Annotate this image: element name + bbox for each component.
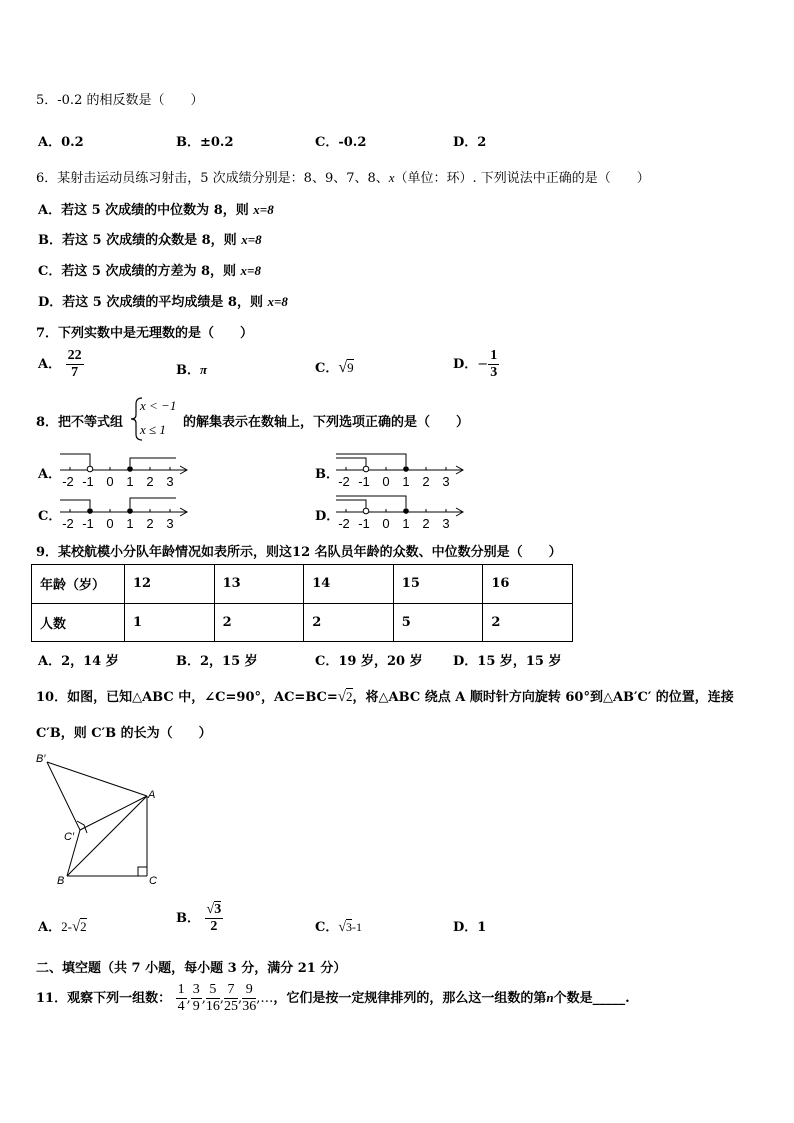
q10-option-a-radicand: 2 (80, 919, 87, 934)
q7-option-a-fraction (66, 348, 84, 381)
q7-option-a-label: A． (38, 357, 62, 372)
table-cell: 14 (304, 565, 394, 604)
tick-label: 3 (442, 474, 450, 489)
tick-label: 2 (146, 474, 154, 489)
q10-option-c-suffix: -1 (352, 920, 363, 934)
q10-option-a (38, 916, 87, 936)
q11-ellipsis: … (260, 991, 274, 1006)
q7-option-b (176, 359, 207, 378)
q5-option-a: A．0.2 (38, 135, 84, 150)
q7-stem: 7．下列实数中是无理数的是（ ） (36, 326, 254, 341)
q6-stem-part1: 6．某射击运动员练习射击，5 次成绩分别是：8、9、7、8、 (36, 171, 389, 186)
number-line-d (334, 492, 466, 532)
q8-inequality-1: x < −1 (140, 398, 177, 413)
q11-stem-part2: ，它们是按一定规律排列的，那么这一组数的第 (273, 991, 547, 1006)
q7-option-d-sign: − (477, 357, 489, 372)
numerator: 1 (177, 982, 185, 997)
tick-label: 2 (422, 516, 430, 531)
q10-radicand: 2 (346, 689, 353, 704)
q11-stem-part1: 11．观察下列一组数： (36, 991, 172, 1006)
q6-option-d-text: D．若这 5 次成绩的平均成绩是 8，则 (38, 295, 268, 310)
q6-option-c-eq: x=8 (240, 263, 261, 278)
table-cell: 2 (214, 603, 304, 642)
q5-stem: 5．-0.2 的相反数是（ ） (36, 93, 204, 108)
tick-label: 0 (382, 516, 390, 531)
age-table (31, 564, 573, 642)
q7-option-d-label: D． (453, 357, 478, 372)
tick-label: -1 (358, 516, 370, 531)
q9-option-a: A．2，14 岁 (38, 654, 119, 669)
tick-label: 3 (166, 516, 174, 531)
q6-option-c-text: C．若这 5 次成绩的方差为 8，则 (38, 264, 241, 279)
sqrt-icon: √ (338, 920, 347, 935)
q7-option-a (38, 348, 84, 381)
denominator: 4 (177, 999, 185, 1014)
q6-option-d-eq: x=8 (267, 294, 288, 309)
q11-fraction (191, 982, 202, 1015)
q6-option-c (38, 260, 261, 279)
table-cell: 2 (483, 603, 573, 642)
table-cell: 2 (304, 603, 394, 642)
number-line-c (58, 492, 190, 532)
q9-stem: 9．某校航模小分队年龄情况如表所示，则这12 名队员年龄的众数、中位数分别是（ ） (36, 545, 562, 560)
q11-stem-part3: 个数是 (553, 991, 593, 1006)
q6-option-b (38, 229, 262, 248)
q10-option-c-radicand: 3 (346, 920, 353, 934)
tick-label: 1 (126, 516, 134, 531)
numerator: 3 (192, 982, 200, 997)
q11-variable: n (546, 990, 554, 1005)
q5-option-b: B．±0.2 (176, 135, 234, 150)
denominator: 2 (210, 919, 218, 934)
sqrt-icon: √ (338, 359, 348, 376)
sqrt-icon: √ (337, 689, 347, 705)
q10-stem-part1: 10．如图，已知△ABC 中，∠C=90°，AC=BC= (36, 690, 338, 705)
q7-option-d (453, 348, 499, 381)
table-row (32, 603, 573, 642)
tick-label: 2 (146, 516, 154, 531)
tick-label: 3 (166, 474, 174, 489)
numerator: 5 (206, 982, 220, 999)
q7-option-d-fraction (488, 348, 499, 381)
table-cell: 人数 (32, 603, 125, 642)
denominator: 36 (242, 999, 257, 1014)
q9-option-d: D．15 岁，15 岁 (453, 654, 562, 669)
tick-label: 1 (402, 516, 410, 531)
numerator (205, 902, 224, 919)
q11-fraction (176, 982, 187, 1015)
q6-stem (36, 167, 650, 186)
q5-option-d: D．2 (453, 135, 487, 150)
q10-option-d: D．1 (453, 920, 487, 935)
table-cell: 13 (214, 565, 304, 604)
point-label: B′ (36, 753, 46, 765)
sqrt-icon: √ (71, 919, 81, 935)
q10-option-a-label: A． (38, 920, 62, 935)
q10-stem-line2: C′B，则 C′B 的长为（ ） (36, 726, 212, 741)
q6-option-a (38, 199, 274, 218)
table-cell: 12 (125, 565, 215, 604)
q10-option-c (315, 916, 362, 936)
tick-label: -1 (82, 516, 94, 531)
denominator: 3 (490, 365, 498, 380)
tick-label: 3 (442, 516, 450, 531)
tick-label: -1 (358, 474, 370, 489)
q10-option-b-fraction (205, 902, 224, 935)
q6-option-a-eq: x=8 (253, 202, 274, 217)
q8-option-b-label: B． (315, 467, 339, 482)
q8-option-c-label: C． (38, 509, 62, 524)
q10-stem-part2: ，将△ABC 绕点 A 顺时针方向旋转 60°到△AB′C′ 的位置，连接 (352, 690, 734, 705)
q6-variable: x (388, 170, 395, 185)
q10-option-a-prefix: 2- (61, 919, 72, 934)
q9-option-c: C．19 岁，20 岁 (315, 654, 423, 669)
q8-option-a-label: A． (38, 467, 62, 482)
number-line-a (58, 450, 190, 490)
q6-option-b-text: B．若这 5 次成绩的众数是 8，则 (38, 233, 242, 248)
tick-label: 0 (106, 474, 114, 489)
table-cell: 16 (483, 565, 573, 604)
tick-label: -2 (338, 516, 350, 531)
numerator: 22 (67, 348, 82, 363)
sqrt-icon: √ (206, 902, 215, 917)
tick-label: -2 (62, 516, 74, 531)
point-label: C (149, 875, 157, 887)
tick-label: 2 (422, 474, 430, 489)
point-label: C′ (64, 831, 75, 843)
q11-fraction (224, 982, 238, 1015)
q7-option-c-radicand: 9 (347, 360, 354, 375)
denominator: 25 (224, 999, 239, 1014)
numerator: 9 (242, 982, 256, 999)
q11-end-punct: . (625, 991, 630, 1006)
tick-label: 1 (126, 474, 134, 489)
q10-option-c-label: C． (315, 920, 339, 935)
q7-option-b-label: B． (176, 363, 200, 378)
point-label: B (57, 875, 65, 887)
q7-option-c (315, 357, 354, 377)
q5-option-c: C．-0.2 (315, 135, 367, 150)
triangle-figure (34, 748, 164, 890)
numerator: 1 (490, 348, 498, 363)
q8-stem-part1: 8．把不等式组 (36, 415, 124, 430)
q10-option-b-radicand: 3 (214, 902, 222, 917)
table-cell: 1 (125, 603, 215, 642)
q6-option-a-text: A．若这 5 次成绩的中位数为 8，则 (38, 203, 254, 218)
tick-label: -2 (338, 474, 350, 489)
tick-label: 0 (382, 474, 390, 489)
section-heading: 二、填空题（共 7 小题，每小题 3 分，满分 21 分） (36, 961, 347, 976)
q6-stem-part2: （单位：环）. 下列说法中正确的是（ ） (394, 171, 650, 186)
q6-option-b-eq: x=8 (241, 232, 262, 247)
point-label: A (148, 789, 156, 801)
table-cell: 5 (393, 603, 483, 642)
table-cell: 年龄（岁） (32, 565, 125, 604)
q9-option-b: B．2，15 岁 (176, 654, 258, 669)
q8-inequality-2: x ≤ 1 (140, 422, 166, 437)
denominator: 9 (192, 999, 200, 1014)
denominator: 16 (205, 999, 220, 1014)
tick-label: 0 (106, 516, 114, 531)
denominator: 7 (71, 365, 79, 380)
q11-answer-blank[interactable]: _____ (592, 991, 626, 1006)
q10-option-b-label: B． (176, 911, 200, 926)
tick-label: -1 (82, 474, 94, 489)
q7-option-b-value: π (200, 362, 208, 377)
table-row (32, 565, 573, 604)
table-cell: 15 (393, 565, 483, 604)
tick-label: -2 (62, 474, 74, 489)
numerator: 7 (224, 982, 238, 999)
q6-option-d (38, 291, 288, 310)
tick-label: 1 (402, 474, 410, 489)
q10-stem-line1 (36, 686, 734, 706)
q10-option-b (176, 902, 223, 935)
q11-fraction (242, 982, 256, 1015)
q11-fraction (206, 982, 220, 1015)
q11-stem: 11．观察下列一组数： $\frac{1}{4}$ , $\frac{3}{9}$ , $\frac{5}{16}$ , $\frac{7}{25}$ , $\frac{9}{36}$ ,…，它们是按一定规律排列的，那么这一组数的第n个数是_____. (36, 982, 630, 1014)
q7-option-c-label: C． (315, 361, 339, 376)
q8-option-d-label: D． (315, 509, 340, 524)
number-line-b (334, 450, 466, 490)
q8-stem-part2: 的解集表示在数轴上，下列选项正确的是（ ） (183, 415, 470, 430)
